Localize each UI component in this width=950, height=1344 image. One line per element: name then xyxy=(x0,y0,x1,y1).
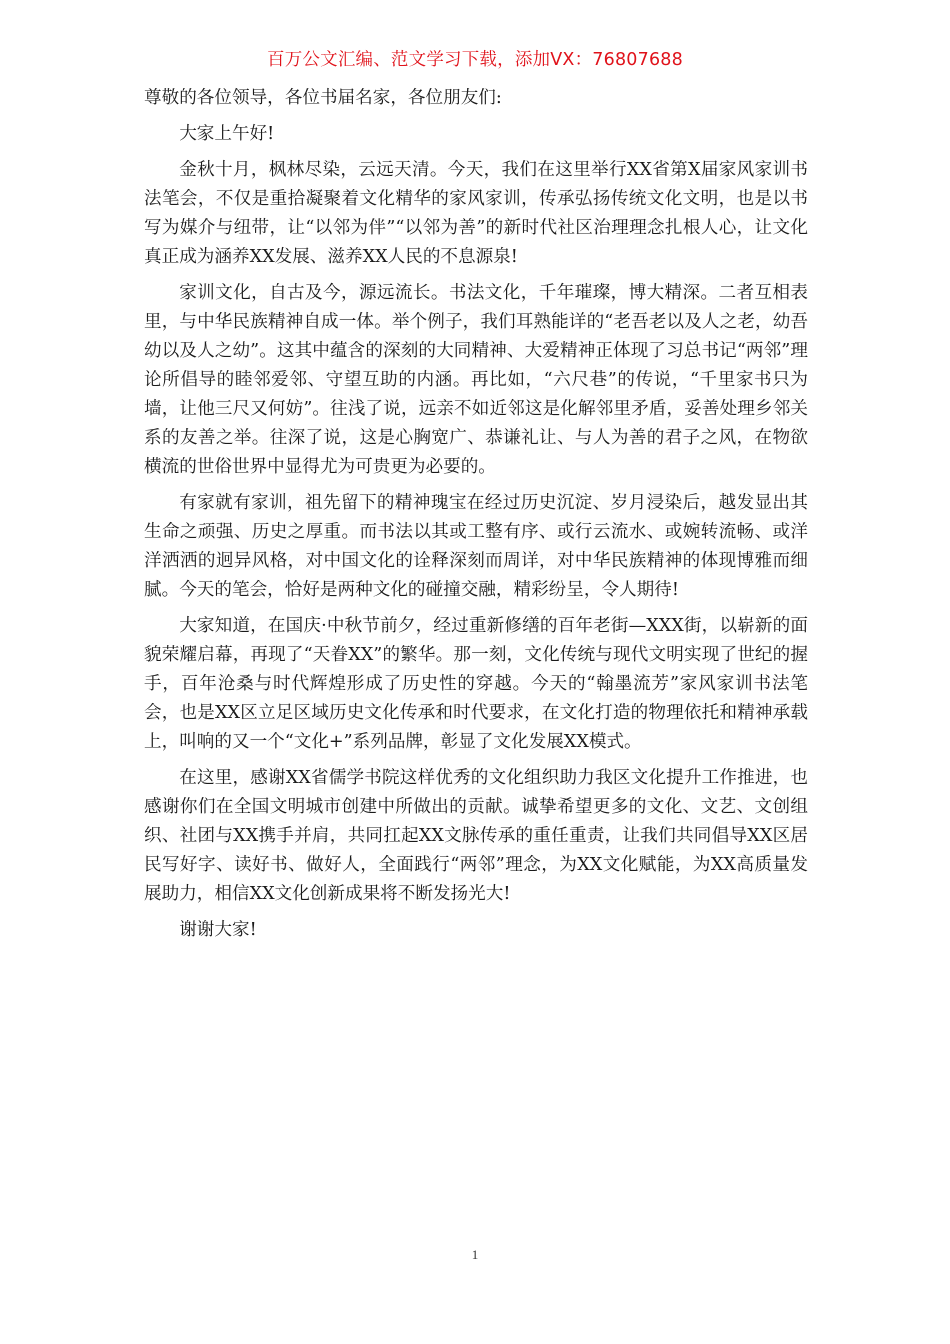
paragraph-opening: 金秋十月，枫林尽染，云远天清。今天，我们在这里举行XX省第X届家风家训书法笔会，不仅是重拾凝聚着文化精华的家风家训，传承弘扬传统文化文明，也是以书写为媒介与纽带，让“以邻为伴”“以邻为善”的新时代社区治理理念扎根人心，让文化真正成为涵养XX发展、滋养XX人民的不息源泉! xyxy=(144,160,808,267)
paragraph-calligraphy: 有家就有家训，祖先留下的精神瑰宝在经过历史沉淀、岁月浸染后，越发显出其生命之顽强、历史之厚重。而书法以其或工整有序、或行云流水、或婉转流畅、或洋洋洒洒的迥异风格，对中国文化的诠释深刻而周详，对中华民族精神的体现博雅而细腻。今天的笔会，恰好是两种文化的碰撞交融，精彩纷呈，令人期待! xyxy=(144,493,808,600)
salutation: 尊敬的各位领导，各位书届名家，各位朋友们: xyxy=(144,88,502,108)
paragraph-thanks: 在这里，感谢XX省儒学书院这样优秀的文化组织助力我区文化提升工作推进，也感谢你们在全国文明城市创建中所做出的贡献。诚挚希望更多的文化、文艺、文创组织、社团与XX携手并肩，共同扛起XX文脉传承的重任重责，让我们共同倡导XX区居民写好字、读好书、做好人，全面践行“两邻”理念，为XX文化赋能，为XX高质量发展助力，相信XX文化创新成果将不断发扬光大! xyxy=(144,768,808,904)
page-number: 1 xyxy=(471,1247,479,1262)
paragraph-family-culture: 家训文化，自古及今，源远流长。书法文化，千年璀璨，博大精深。二者互相表里，与中华民族精神自成一体。举个例子，我们耳熟能详的“老吾老以及人之老，幼吾幼以及人之幼”。这其中蕴含的深刻的大同精神、大爱精神正体现了习总书记“两邻”理论所倡导的睦邻爱邻、守望互助的内涵。再比如，“六尺巷”的传说，“千里家书只为墙，让他三尺又何妨”。往浅了说，远亲不如近邻这是化解邻里矛盾，妥善处理乡邻关系的友善之举。往深了说，这是心胸宽广、恭谦礼让、与人为善的君子之风，在物欲横流的世俗世界中显得尤为可贵更为必要的。 xyxy=(144,283,808,477)
watermark-header: 百万公文汇编、范文学习下载，添加VX：76807688 xyxy=(267,50,683,70)
paragraph-closing: 谢谢大家! xyxy=(179,920,257,940)
paragraph-greeting: 大家上午好! xyxy=(179,124,275,144)
document-body xyxy=(144,84,808,952)
paragraph-old-street: 大家知道，在国庆·中秋节前夕，经过重新修缮的百年老街—XXX街，以崭新的面貌荣耀启幕，再现了“天眷XX”的繁华。那一刻，文化传统与现代文明实现了世纪的握手，百年沧桑与时代辉煌形成了历史性的穿越。今天的“翰墨流芳”家风家训书法笔会，也是XX区立足区域历史文化传承和时代要求，在文化打造的物理依托和精神承载上，叫响的又一个“文化+”系列品牌，彰显了文化发展XX模式。 xyxy=(144,616,808,752)
